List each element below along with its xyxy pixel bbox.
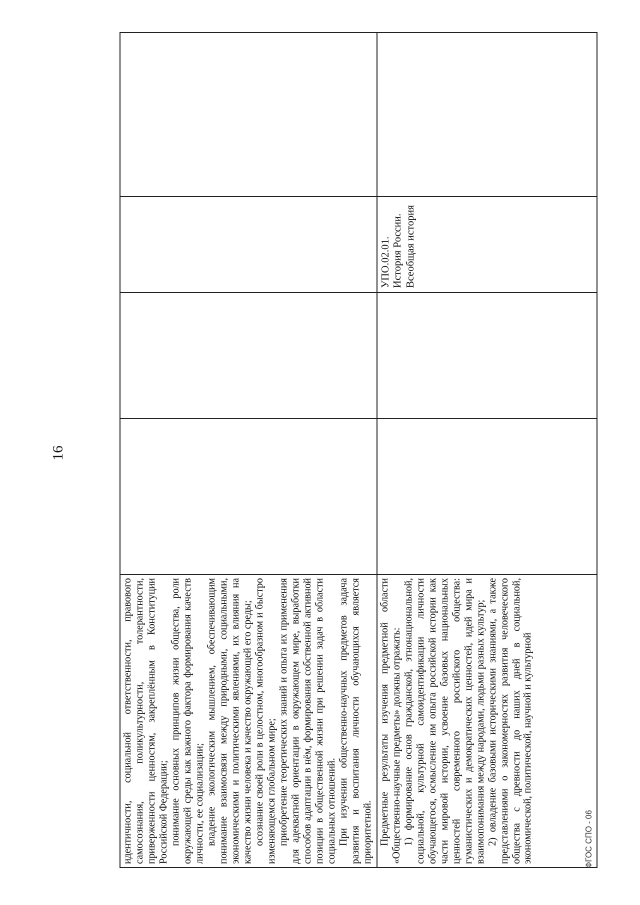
- empty-cell: [377, 292, 597, 418]
- requirement-text: 1) формирование основ гражданской, этнонациональной, социальной, культурной самоидентификации личности обучающегося, осмысление им опыта российской истории как части мировой истории, усвоение базовых национальных ценностей современного российского общества: гуманистических и демократических ценностей, идей мира и взаимопонимания между народами, людьми разных культур;: [403, 577, 487, 864]
- requirement-text: осознание своей роли в целостном, многообразном и быстро изменяющемся глобальном мире;: [254, 577, 278, 864]
- rotated-page: [43, 38, 598, 868]
- table-row: [120, 32, 377, 867]
- empty-cell: [120, 292, 377, 418]
- requirement-text: понимание основных принципов жизни общества, роли окружающей среды как важного фактора формирования качеств личности, ее социализации;: [170, 577, 206, 864]
- requirement-text: идентичности, социальной ответственности, правового самосознания, поликультурности, толерантности, приверженности ценностям, закреплённым в Конституции Российской Федерации;: [122, 577, 170, 864]
- subject-name: Всеобщая история: [405, 204, 417, 288]
- subject-name: История России.: [392, 212, 404, 288]
- requirement-text: При изучении общественно-научных предметов задача развития и воспитания личности обучающихся является приоритетной.: [338, 577, 374, 864]
- empty-cell: [377, 418, 597, 574]
- empty-cell: [377, 32, 597, 196]
- page-number: 16: [50, 445, 67, 460]
- footer-label: ФГОС СПО - 06: [584, 809, 594, 868]
- requirement-text: приобретение теоретических знаний и опыта их применения для адекватной ориентации в окружающем мире, выработки способов адаптации в нём, формирования собственной активной позиции в общественной жизни при решении задач в области социальных отношений.: [278, 577, 338, 864]
- requirements-cell: [120, 574, 377, 867]
- subject-code: УПО.02.01.: [380, 236, 392, 288]
- requirement-text: Предметные результаты изучения предметной области «Общественно-научные предметы» должны отражать:: [379, 577, 403, 864]
- requirements-cell: [377, 574, 597, 867]
- requirement-text: владение экологическим мышлением, обеспечивающим понимание взаимосвязи между природными, социальными, экономическими и политическими явлениями, их влияния на качество жизни человека и качество окружающей его среды;: [206, 577, 254, 864]
- curriculum-table: [120, 32, 598, 868]
- table-row: [377, 32, 597, 867]
- empty-cell: [120, 32, 377, 196]
- requirement-text: 2) овладение базовыми историческими знаниями, а также представлениями о закономерностях развития человеческого общества с древности до наших дней в социальной, экономической, политической, научной и культурной: [487, 577, 534, 864]
- empty-cell: [120, 196, 377, 292]
- empty-cell: [120, 418, 377, 574]
- subject-cell: [377, 196, 597, 292]
